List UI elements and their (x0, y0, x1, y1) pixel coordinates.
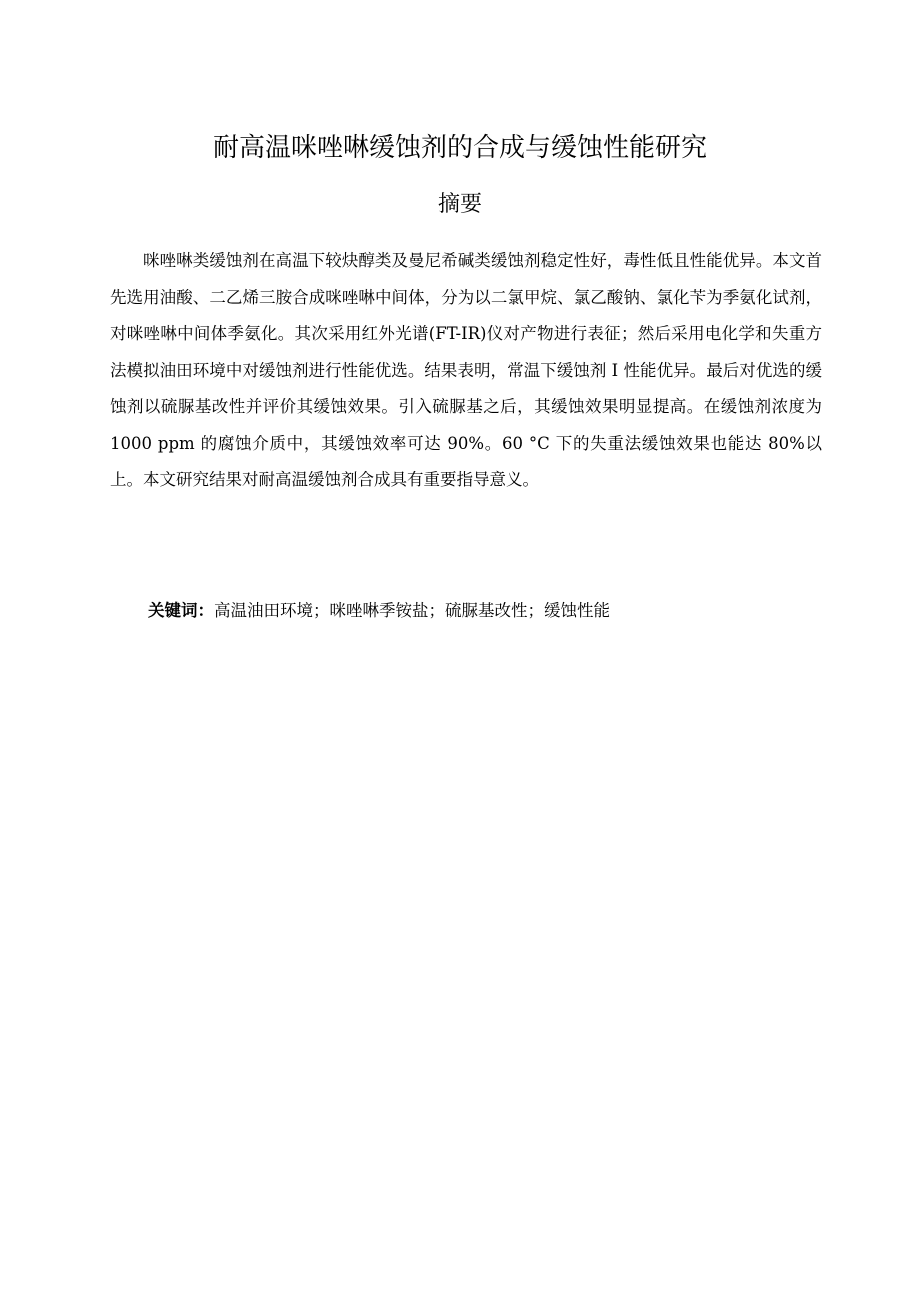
keywords-text: 高温油田环境；咪唑啉季铵盐；硫脲基改性；缓蚀性能 (214, 601, 610, 620)
keywords-line (148, 594, 828, 628)
paper-title: 耐高温咪唑啉缓蚀剂的合成与缓蚀性能研究 (212, 133, 707, 163)
abstract-paragraph: 咪唑啉类缓蚀剂在高温下较炔醇类及曼尼希碱类缓蚀剂稳定性好，毒性低且性能优异。本文首先选用油酸、二乙烯三胺合成咪唑啉中间体，分为以二氯甲烷、氯乙酸钠、氯化苄为季氨化试剂，对咪唑啉中间体季氨化。其次采用红外光谱(FT-IR)仪对产物进行表征；然后采用电化学和失重方法模拟油田环境中对缓蚀剂进行性能优选。结果表明，常温下缓蚀剂 I 性能优异。最后对优选的缓蚀剂以硫脲基改性并评价其缓蚀效果。引入硫脲基之后，其缓蚀效果明显提高。在缓蚀剂浓度为 1000 ppm 的腐蚀介质中，其缓蚀效率可达 90%。60 °C 下的失重法缓蚀效果也能达 80%以上。本文研究结果对耐高温缓蚀剂合成具有重要指导意义。 (110, 251, 822, 489)
keywords-label: 关键词： (148, 601, 214, 620)
abstract-heading: 摘要 (437, 192, 482, 217)
